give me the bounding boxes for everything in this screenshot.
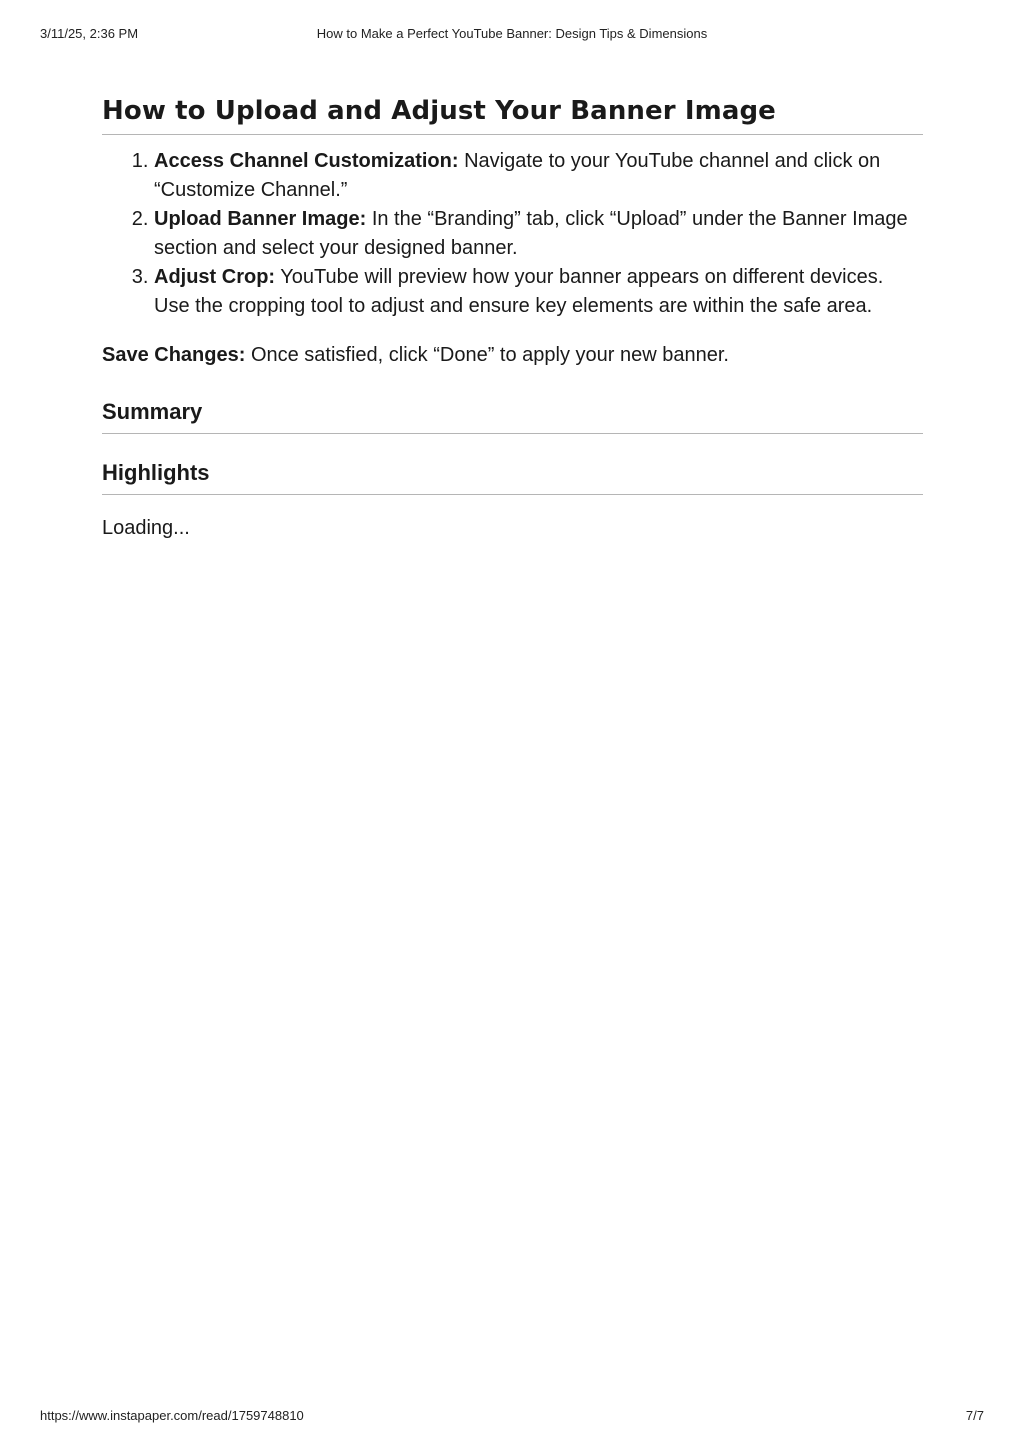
step-text: Navigate to your YouTube channel and click on “Customize Channel.” <box>154 150 881 201</box>
print-page-title: How to Make a Perfect YouTube Banner: Design Tips & Dimensions <box>316 26 708 41</box>
step-text: YouTube will preview how your banner appears on different devices. Use the cropping tool to adjust and ensure key elements are within the safe area. <box>154 266 884 317</box>
article-content <box>102 96 923 540</box>
section-heading: How to Upload and Adjust Your Banner Image <box>102 96 923 135</box>
print-header <box>40 26 984 42</box>
step-item-access-customization <box>154 147 923 205</box>
print-footer <box>40 1408 984 1424</box>
step-lead: Adjust Crop: <box>154 266 276 288</box>
highlights-heading: Highlights <box>102 460 923 495</box>
save-text: Once satisfied, click “Done” to apply your new banner. <box>245 344 729 366</box>
print-date: 3/11/25, 2:36 PM <box>40 26 139 41</box>
step-item-upload-banner <box>154 205 923 263</box>
save-changes-paragraph <box>102 341 923 370</box>
print-url: https://www.instapaper.com/read/1759748810 <box>40 1408 304 1423</box>
steps-list <box>102 147 923 321</box>
summary-heading: Summary <box>102 399 923 434</box>
page-number: 7/7 <box>965 1408 984 1423</box>
loading-text: Loading... <box>102 517 190 539</box>
step-lead: Access Channel Customization: <box>154 150 459 172</box>
save-lead: Save Changes: <box>102 344 246 366</box>
step-item-adjust-crop <box>154 263 923 321</box>
step-lead: Upload Banner Image: <box>154 208 367 230</box>
step-text: In the “Branding” tab, click “Upload” under the Banner Image section and select your designed banner. <box>154 208 908 259</box>
